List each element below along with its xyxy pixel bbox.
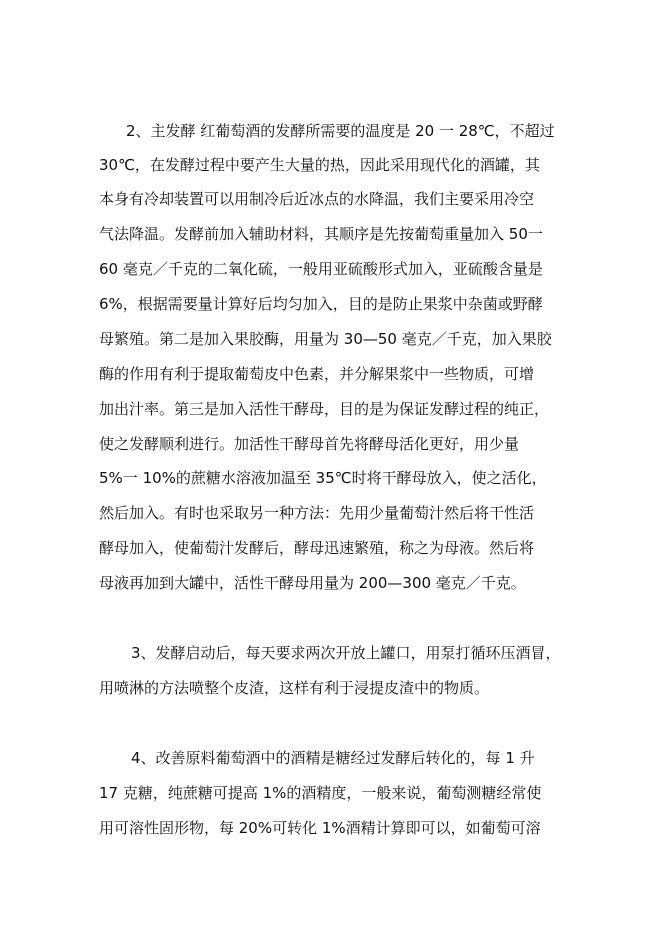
paragraph-3-line-3: 用可溶性固形物，每 20%可转化 1%酒精计算即可以，如葡萄可溶 [99, 819, 541, 837]
paragraph-1-line-3: 本身有冷却装置可以用制冷后近冰点的水降温，我们主要采用冷空 [99, 190, 535, 208]
paragraph-2-line-1: 3、发酵启动后，每天要求两次开放上罐口，用泵打循环压酒冒， [131, 644, 561, 662]
paragraph-1-line-5: 60 毫克／千克的二氧化硫，一般用亚硫酸形式加入，亚硫酸含量是 [99, 260, 543, 278]
paragraph-2-line-2: 用喷淋的方法喷整个皮渣，这样有利于浸提皮渣中的物质。 [99, 679, 490, 697]
paragraph-1-line-7: 母繁殖。第二是加入果胶酶，用量为 30—50 毫克／千克，加入果胶 [99, 330, 552, 348]
paragraph-1-line-1: 2、主发酵 红葡萄酒的发酵所需要的温度是 20 一 28℃，不超过 [126, 122, 555, 140]
paragraph-1-line-2: 30℃，在发酵过程中要产生大量的热，因此采用现代化的酒罐，其 [99, 156, 540, 174]
paragraph-1-line-4: 气法降温。发酵前加入辅助材料，其顺序是先按葡萄重量加入 50一 [99, 225, 543, 243]
paragraph-1-line-12: 然后加入。有时也采取另一种方法：先用少量葡萄汁然后将干性活 [99, 504, 535, 522]
paragraph-1-line-9: 加出汁率。第三是加入活性干酵母，目的是为保证发酵过程的纯正， [99, 400, 550, 418]
paragraph-3-line-1: 4、改善原料葡萄酒中的酒精是糖经过发酵后转化的，每 1 升 [131, 749, 535, 767]
paragraph-1-line-8: 酶的作用有利于提取葡萄皮中色素，并分解果浆中一些物质，可增 [99, 365, 535, 383]
paragraph-1-line-14: 母液再加到大罐中，活性干酵母用量为 200—300 毫克／千克。 [99, 574, 526, 592]
paragraph-1-line-13: 酵母加入，使葡萄汁发酵后，酵母迅速繁殖，称之为母液。然后将 [99, 539, 535, 557]
paragraph-1-line-11: 5%一 10%的蔗糖水溶液加温至 35℃时将干酵母放入，使之活化， [99, 469, 547, 487]
paragraph-1-line-6: 6%，根据需要量计算好后均匀加入，目的是防止果浆中杂菌或野酵 [99, 295, 543, 313]
paragraph-3-line-2: 17 克糖，纯蔗糖可提高 1%的酒精度，一般来说，葡萄测糖经常使 [99, 784, 542, 802]
paragraph-1-line-10: 使之发酵顺利进行。加活性干酵母首先将酵母活化更好，用少量 [99, 435, 520, 453]
